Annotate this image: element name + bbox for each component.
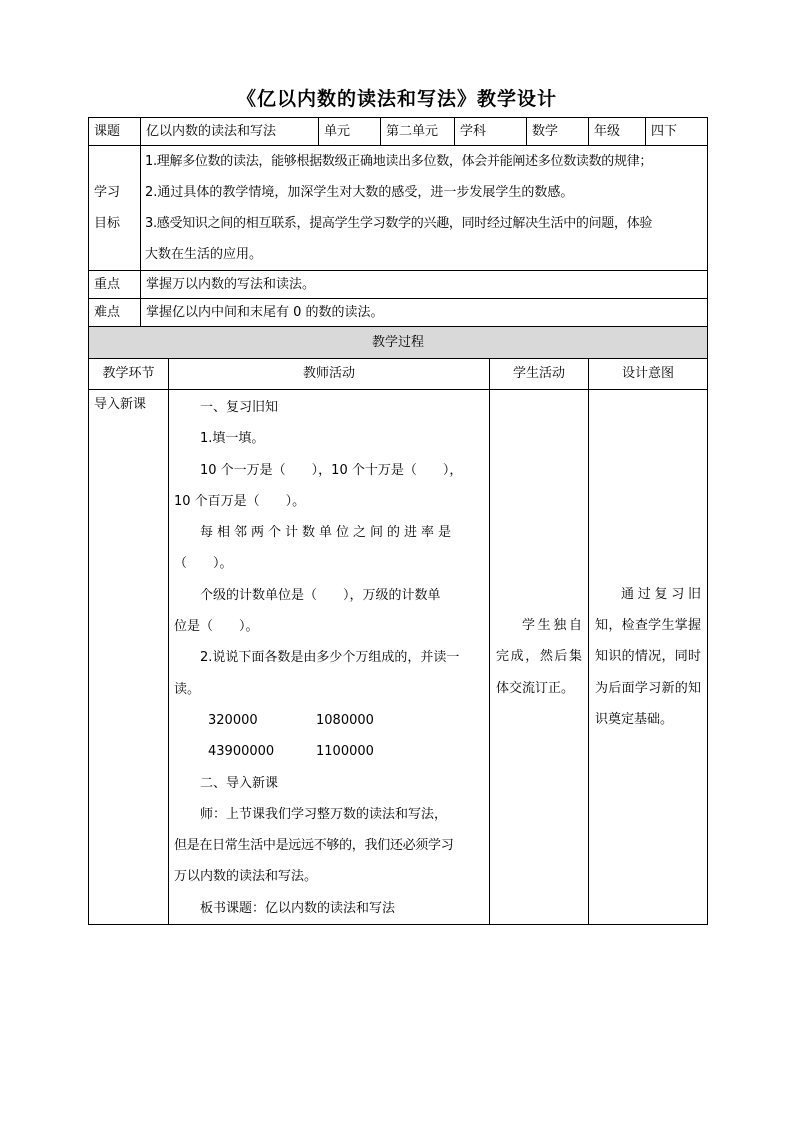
difficulty-label: 难点 — [89, 299, 141, 327]
goals-label-line2: 目标 — [94, 216, 121, 231]
teacher-line: 读。 — [174, 681, 201, 697]
header-intent: 设计意图 — [589, 359, 708, 390]
teacher-line: 板书课题：亿以内数的读法和写法 — [200, 900, 396, 916]
goals-row — [89, 146, 708, 271]
teacher-line: 2.说说下面各数是由多少个万组成的，并读一 — [200, 650, 460, 666]
number-item: 1080000 — [316, 712, 374, 728]
key-point-label: 重点 — [89, 271, 141, 299]
teacher-line: 1.填一填。 — [200, 431, 265, 447]
number-item: 43900000 — [208, 744, 275, 760]
header-student: 学生活动 — [490, 359, 589, 390]
goals-content — [141, 146, 708, 271]
process-section-row — [89, 327, 708, 359]
teacher-line: 10 个一万是（ ），10 个十万是（ ）， — [200, 462, 463, 478]
difficulty-row — [89, 299, 708, 327]
lesson-plan-table — [88, 117, 708, 925]
teacher-line: 师：上节课我们学习整万数的读法和写法， — [200, 806, 448, 822]
goal-item-3a: 3.感受知识之间的相互联系，提高学生学习数学的兴趣，同时经过解决生活中的问题，体验 — [145, 216, 653, 231]
topic-value: 亿以内数的读法和写法 — [141, 118, 319, 146]
number-row — [174, 705, 484, 736]
teacher-line: 10 个百万是（ ）。 — [174, 493, 306, 509]
process-header-row — [89, 359, 708, 390]
design-intent-cell — [589, 390, 708, 925]
grade-value: 四下 — [646, 118, 708, 146]
design-intent-text: 通过复习旧知，检查学生掌握知识的情况，同时为后面学习新的知识奠定基础。 — [595, 586, 702, 727]
difficulty-value: 掌握亿以内中间和末尾有 0 的数的读法。 — [141, 299, 708, 327]
info-row — [89, 118, 708, 146]
goals-label-line1: 学习 — [94, 185, 121, 200]
key-point-value: 掌握万以内数的写法和读法。 — [141, 271, 708, 299]
student-activity-text: 学生独自完成，然后集体交流订正。 — [496, 618, 583, 696]
document-title: 《亿以内数的读法和写法》教学设计 — [236, 88, 557, 110]
stage-cell: 导入新课 — [89, 390, 169, 925]
number-item: 1100000 — [316, 744, 374, 760]
key-point-row — [89, 271, 708, 299]
number-item: 320000 — [208, 712, 258, 728]
unit-value: 第二单元 — [381, 118, 455, 146]
goal-item-3b: 大数在生活的应用。 — [145, 247, 263, 262]
goal-item-1: 1.理解多位数的读法，能够根据数级正确地读出多位数，体会并能阐述多位数读数的规律； — [145, 154, 653, 169]
process-body-row — [89, 390, 708, 925]
teacher-line: 位是（ ）。 — [174, 619, 259, 635]
teacher-line: （ ）。 — [174, 556, 233, 572]
teacher-activity-cell — [169, 390, 490, 925]
student-activity-cell — [490, 390, 589, 925]
process-section-title: 教学过程 — [89, 327, 708, 359]
teacher-line: 但是在日常生活中是远远不够的，我们还必须学习 — [174, 838, 454, 854]
unit-label: 单元 — [319, 118, 381, 146]
goal-item-2: 2.通过具体的教学情境，加深学生对大数的感受，进一步发展学生的数感。 — [145, 185, 574, 200]
goals-label — [89, 146, 141, 271]
teacher-line: 个级的计数单位是（ ），万级的计数单 — [200, 587, 441, 603]
subject-value: 数学 — [527, 118, 589, 146]
subject-label: 学科 — [455, 118, 527, 146]
header-teacher: 教师活动 — [169, 359, 490, 390]
teacher-line: 二、导入新课 — [200, 775, 279, 791]
grade-label: 年级 — [589, 118, 646, 146]
topic-label: 课题 — [89, 118, 141, 146]
teacher-line: 一、复习旧知 — [200, 400, 279, 415]
header-stage: 教学环节 — [89, 359, 169, 390]
teacher-line: 每相邻两个计数单位之间的进率是 — [200, 525, 456, 541]
number-row — [174, 736, 484, 767]
teacher-line: 万以内数的读法和写法。 — [174, 869, 318, 885]
